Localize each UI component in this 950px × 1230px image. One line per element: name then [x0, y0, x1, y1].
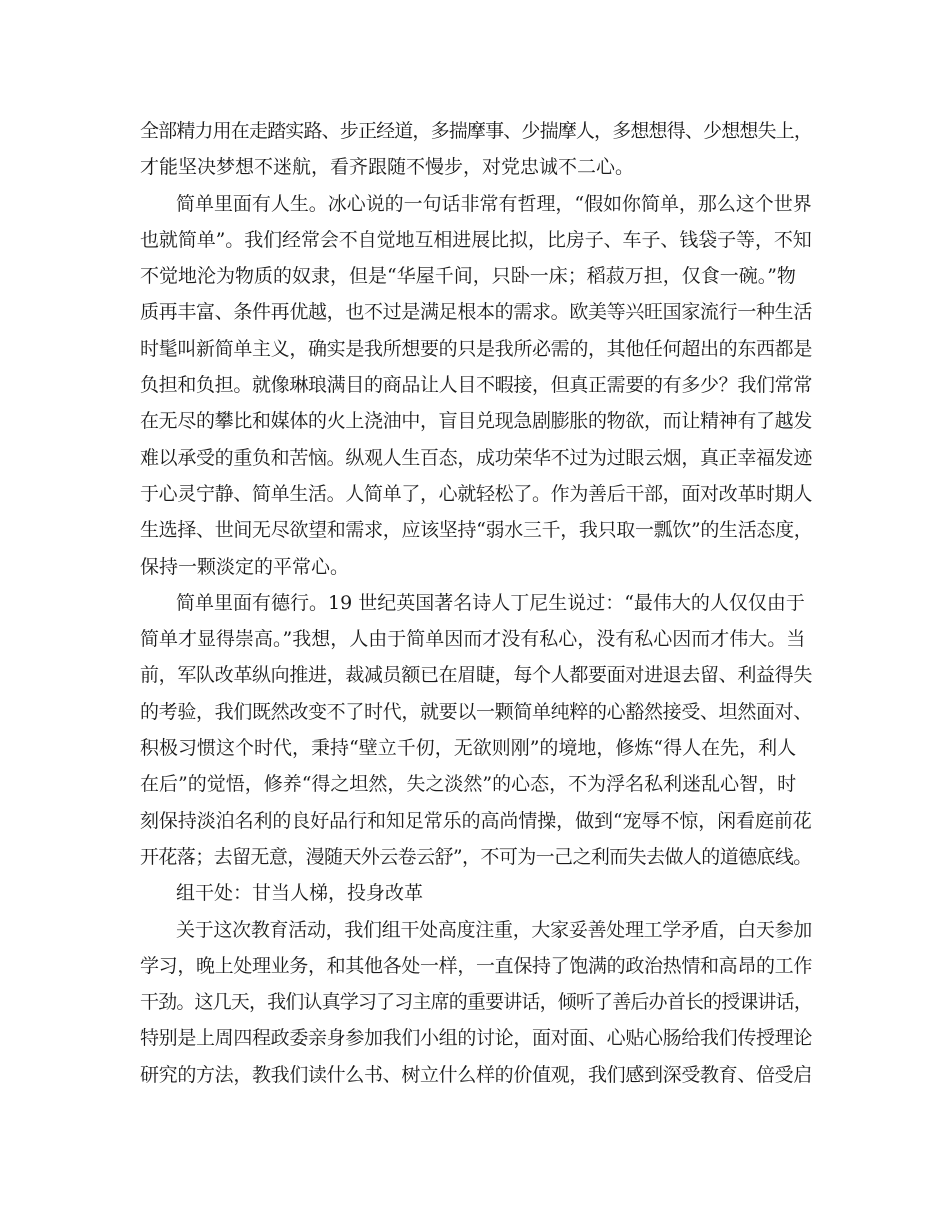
text-line: 负担和负担。就像琳琅满目的商品让人目不暇接，但真正需要的有多少？我们常常: [140, 374, 813, 397]
text-line: 于心灵宁静、简单生活。人简单了，心就轻松了。作为善后干部，面对改革时期人: [140, 482, 813, 505]
text-line: 关于这次教育活动，我们组干处高度注重，大家妥善处理工学矛盾，白天参加: [176, 918, 813, 941]
text-line: 保持一颗淡定的平常心。: [140, 555, 350, 578]
text-line: 特别是上周四程政委亲身参加我们小组的讨论，面对面、心贴心肠给我们传授理论: [140, 1027, 813, 1050]
text-line: 也就简单”。我们经常会不自觉地互相进展比拟，比房子、车子、钱袋子等，不知: [140, 228, 812, 251]
text-line: 才能坚决梦想不迷航，看齐跟随不慢步，对党忠诚不二心。: [140, 156, 635, 179]
text-line: 不觉地沦为物质的奴隶，但是“华屋千间，只卧一床；稻菽万担，仅食一碗。”物: [140, 265, 796, 288]
text-line: 前，军队改革纵向推进，裁减员额已在眉睫，每个人都要面对进退去留、利益得失: [140, 664, 813, 687]
text-line: 时髦叫新简单主义，确实是我所想要的只是我所必需的，其他任何超出的东西都是: [140, 337, 813, 360]
text-line: 组干处：甘当人梯，投身改革: [176, 882, 424, 905]
body-text: [140, 113, 812, 1093]
text-line: 简单里面有人生。冰心说的一句话非常有哲理，“假如你简单，那么这个世界: [176, 192, 812, 215]
text-line: 难以承受的重负和苦恼。纵观人生百态，成功荣华不过为过眼云烟，真正幸福发迹: [140, 446, 813, 469]
text-line: 在后”的觉悟，修养“得之坦然，失之淡然”的心态，不为浮名私利迷乱心智，时: [140, 773, 797, 796]
text-line: 生选择、世间无尽欲望和需求，应该坚持“弱水三千，我只取一瓢饮”的生活态度，: [140, 519, 813, 542]
text-line: 简单才显得崇高。”我想，人由于简单因而才没有私心，没有私心因而才伟大。当: [140, 628, 806, 651]
text-line: 学习，晚上处理业务，和其他各处一样，一直保持了饱满的政治热情和高昂的工作: [140, 954, 813, 977]
text-line: 干劲。这几天，我们认真学习了习主席的重要讲话，倾听了善后办首长的授课讲话，: [140, 991, 813, 1014]
text-line: 质再丰富、条件再优越，也不过是满足根本的需求。欧美等兴旺国家流行一种生活: [140, 301, 813, 324]
text-line: 刻保持淡泊名利的良好品行和知足常乐的高尚情操，做到“宠辱不惊，闲看庭前花: [140, 809, 812, 832]
text-line: 简单里面有德行。19 世纪英国著名诗人丁尼生说过：“最伟大的人仅仅由于: [176, 591, 805, 614]
text-line: 在无尽的攀比和媒体的火上浇油中，盲目兑现急剧膨胀的物欲，而让精神有了越发: [140, 410, 813, 433]
text-line: 的考验，我们既然改变不了时代，就要以一颗简单纯粹的心豁然接受、坦然面对、: [140, 700, 813, 723]
text-line: 全部精力用在走踏实路、步正经道，多揣摩事、少揣摩人，多想想得、少想想失上，: [140, 120, 813, 142]
text-line: 积极习惯这个时代，秉持“壁立千仞，无欲则刚”的境地，修炼“得人在先，利人: [140, 737, 797, 760]
text-line: 开花落；去留无意，漫随天外云卷云舒”，不可为一己之利而失去做人的道德底线。: [140, 845, 812, 868]
text-line: 研究的方法，教我们读什么书、树立什么样的价值观，我们感到深受教育、倍受启: [140, 1063, 813, 1086]
